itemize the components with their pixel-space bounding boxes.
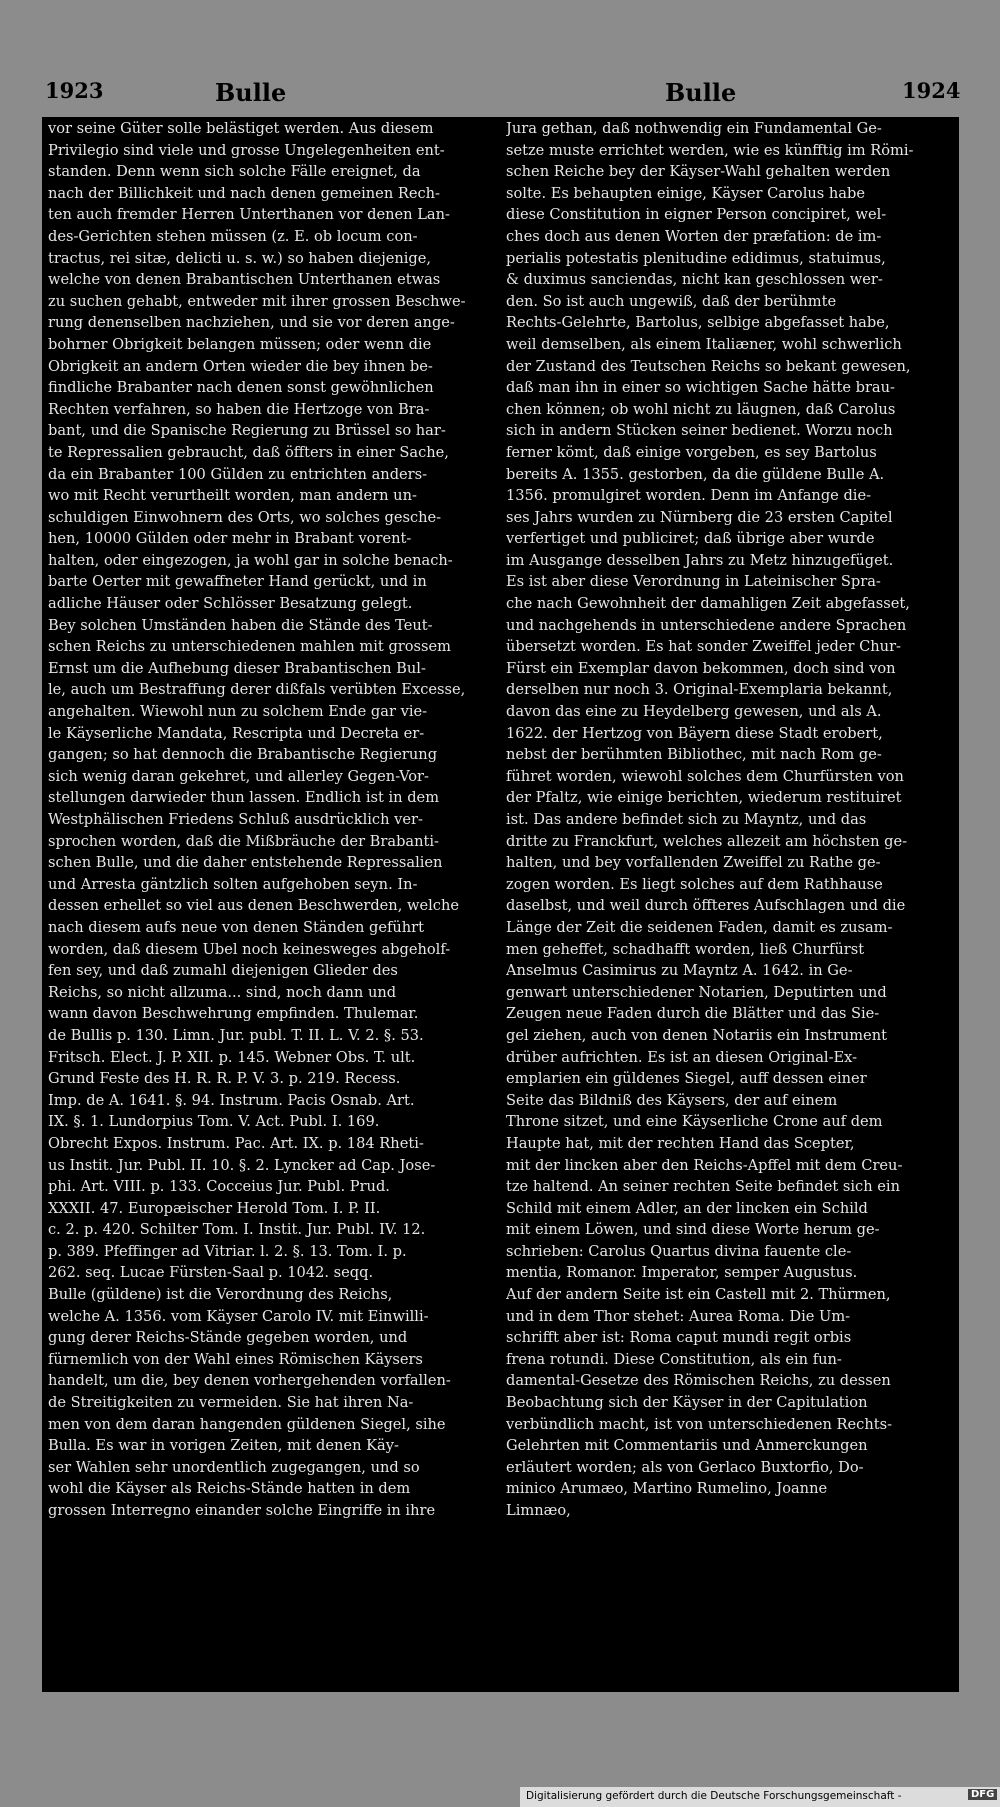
text-line: wo mit Recht verurtheilt worden, man andern un-	[48, 487, 417, 505]
text-line: mit der lincken aber den Reichs-Apffel mit dem Creu-	[506, 1156, 903, 1174]
text-line: Obrigkeit an andern Orten wieder die bey ihnen be-	[48, 357, 433, 375]
text-line: mit einem Löwen, und sind diese Worte herum ge-	[506, 1221, 880, 1239]
text-line: angehalten. Wiewohl nun zu solchem Ende gar vie-	[48, 703, 428, 721]
text-line: Rechten verfahren, so haben die Hertzoge von Bra-	[48, 400, 430, 418]
text-line: Beobachtung sich der Käyser in der Capitulation	[506, 1394, 868, 1412]
text-line: chen können; ob wohl nicht zu läugnen, daß Carolus	[506, 400, 896, 418]
text-line: Grund Feste des H. R. R. P. V. 3. p. 219. Recess.	[48, 1070, 401, 1088]
text-line: davon das eine zu Heydelberg gewesen, und als A.	[506, 703, 882, 721]
text-line: 262. seq. Lucae Fürsten-Saal p. 1042. seqq.	[48, 1264, 374, 1282]
text-line: genwart unterschiedener Notarien, Deputirten und	[506, 983, 887, 1001]
text-line: nebst der berühmten Bibliothec, mit nach Rom ge-	[506, 746, 882, 764]
text-line: fürnemlich von der Wahl eines Römischen Käysers	[48, 1350, 423, 1368]
text-line: perialis potestatis plenitudine edidimus, statuimus,	[506, 249, 886, 267]
text-line: derselben nur noch 3. Original-Exemplaria bekannt,	[506, 681, 893, 699]
text-line: bohrner Obrigkeit belangen müssen; oder wenn die	[48, 335, 432, 353]
text-line: des-Gerichten stehen müssen (z. E. ob locum con-	[48, 227, 418, 245]
text-line: Gelehrten mit Commentariis und Anmerckungen	[506, 1437, 868, 1455]
text-line: setze muste errichtet werden, wie es künfftig im Römi-	[506, 141, 914, 159]
text-line: Throne sitzet, und eine Käyserliche Crone auf dem	[506, 1113, 883, 1131]
text-line: Obrecht Expos. Instrum. Pac. Art. IX. p. 184 Rheti-	[48, 1134, 424, 1152]
text-line: men geheffet, schadhafft worden, ließ Churfürst	[506, 940, 865, 958]
text-line: gung derer Reichs-Stände gegeben worden, und	[48, 1329, 408, 1347]
text-line: ses Jahrs wurden zu Nürnberg die 23 ersten Capitel	[506, 508, 893, 526]
text-line: Anselmus Casimirus zu Mayntz A. 1642. in Ge-	[506, 962, 853, 980]
text-line: da ein Brabanter 100 Gülden zu entrichten anders-	[48, 465, 428, 483]
text-line: Haupte hat, mit der rechten Hand das Scepter,	[506, 1134, 855, 1152]
text-line: Limnæo,	[506, 1502, 571, 1519]
text-line: standen. Denn wenn sich solche Fälle ereignet, da	[48, 163, 421, 181]
text-line: che nach Gewohnheit der damahligen Zeit abgefasset,	[506, 595, 910, 613]
text-line: handelt, um die, bey denen vorhergehenden vorfallen-	[48, 1372, 451, 1390]
text-line: le Käyserliche Mandata, Rescripta und Decreta er-	[48, 724, 425, 742]
text-line: solte. Es behaupten einige, Käyser Carolus habe	[506, 184, 865, 202]
right-text-column	[496, 117, 959, 1692]
text-line: Ernst um die Aufhebung dieser Brabantischen Bul-	[48, 659, 426, 677]
text-line: der Zustand des Teutschen Reichs so bekant gewesen,	[506, 357, 911, 375]
text-line: Bulle (güldene) ist die Verordnung des Reichs,	[48, 1286, 393, 1304]
text-line: de Streitigkeiten zu vermeiden. Sie hat ihren Na-	[48, 1394, 414, 1412]
text-line: erläutert worden; als von Gerlaco Buxtorfio, Do-	[506, 1458, 864, 1476]
text-line: p. 389. Pfeffinger ad Vitriar. l. 2. §. 13. Tom. I. p.	[48, 1242, 407, 1260]
text-line: vor seine Güter solle belästiget werden. Aus diesem	[48, 120, 434, 137]
text-line: halten, und bey vorfallenden Zweiffel zu Rathe ge-	[506, 854, 881, 872]
text-line: ten auch fremder Herren Unterthanen vor denen Lan-	[48, 206, 450, 224]
text-line: verbündlich macht, ist von unterschiedenen Rechts-	[506, 1415, 893, 1433]
left-page-number: 1923	[45, 78, 104, 103]
text-line: Privilegio sind viele und grosse Ungelegenheiten ent-	[48, 141, 445, 159]
text-line: damental-Gesetze des Römischen Reichs, zu dessen	[506, 1372, 891, 1390]
text-line: Schild mit einem Adler, an der lincken ein Schild	[506, 1199, 868, 1217]
text-line: bant, und die Spanische Regierung zu Brüssel so har-	[48, 422, 446, 440]
text-line: weil demselben, als einem Italiæner, wohl schwerlich	[506, 335, 902, 353]
text-line: rung denenselben nachziehen, und sie vor deren ange-	[48, 314, 455, 332]
text-line: gangen; so hat dennoch die Brabantische Regierung	[48, 746, 438, 764]
text-line: te Repressalien gebraucht, daß öffters in einer Sache,	[48, 443, 449, 461]
text-line: ches doch aus denen Worten der præfation: de im-	[506, 227, 882, 245]
text-line: halten, oder eingezogen, ja wohl gar in solche benach-	[48, 551, 453, 569]
text-line: hen, 10000 Gülden oder mehr in Brabant vorent-	[48, 530, 412, 548]
left-running-title: Bulle	[215, 78, 287, 107]
text-line: Fürst ein Exemplar davon bekommen, doch sind von	[506, 659, 896, 677]
text-line: wohl die Käyser als Reichs-Stände hatten in dem	[48, 1480, 411, 1498]
text-line: Es ist aber diese Verordnung in Lateinischer Spra-	[506, 573, 881, 591]
text-line: Auf der andern Seite ist ein Castell mit 2. Thürmen,	[506, 1286, 891, 1304]
text-line: emplarien ein güldenes Siegel, auff dessen einer	[506, 1070, 867, 1088]
text-line: & duximus sanciendas, nicht kan geschlossen wer-	[506, 271, 883, 289]
text-line: und nachgehends in unterschiedene andere Sprachen	[506, 616, 907, 634]
text-line: diese Constitution in eigner Person concipiret, wel-	[506, 206, 887, 224]
text-line: sich in andern Stücken seiner bedienet. Worzu noch	[506, 422, 893, 440]
text-line: adliche Häuser oder Schlösser Besatzung gelegt.	[48, 595, 413, 613]
right-running-title: Bulle	[665, 78, 737, 107]
text-line: tze haltend. An seiner rechten Seite befindet sich ein	[506, 1178, 900, 1196]
text-line: 1356. promulgiret worden. Denn im Anfange die-	[506, 487, 872, 505]
text-line: Länge der Zeit die seidenen Faden, damit es zusam-	[506, 918, 893, 936]
text-line: Imp. de A. 1641. §. 94. Instrum. Pacis Osnab. Art.	[48, 1091, 415, 1109]
text-line: wann davon Beschwehrung empfinden. Thulemar.	[48, 1005, 419, 1023]
text-line: men von dem daran hangenden güldenen Siegel, sihe	[48, 1415, 446, 1433]
text-line: mentia, Romanor. Imperator, semper Augustus.	[506, 1264, 858, 1282]
text-line: stellungen darwieder thun lassen. Endlich ist in dem	[48, 789, 440, 807]
text-line: gel ziehen, auch von denen Notariis ein Instrument	[506, 1026, 887, 1044]
text-line: zogen worden. Es liegt solches auf dem Rathhause	[506, 875, 883, 893]
text-line: ferner kömt, daß einige vorgeben, es sey Bartolus	[506, 443, 877, 461]
text-line: daselbst, und weil durch öffteres Aufschlagen und die	[506, 897, 906, 915]
text-line: Rechts-Gelehrte, Bartolus, selbige abgefasset habe,	[506, 314, 890, 332]
text-line: minico Arumæo, Martino Rumelino, Joanne	[506, 1480, 828, 1498]
text-line: Jura gethan, daß nothwendig ein Fundamental Ge-	[506, 120, 882, 137]
text-line: fen sey, und daß zumahl diejenigen Glieder des	[48, 962, 398, 980]
text-line: führet worden, wiewohl solches dem Churfürsten von	[506, 767, 904, 785]
text-line: schen Reiche bey der Käyser-Wahl gehalten werden	[506, 163, 891, 181]
text-line: verfertiget und publiciret; daß übrige aber wurde	[506, 530, 875, 548]
text-line: zu suchen gehabt, entweder mit ihrer grossen Beschwe-	[48, 292, 466, 310]
text-line: Reichs, so nicht allzuma... sind, noch dann und	[48, 983, 397, 1001]
text-line: der Pfaltz, wie einige berichten, wiederum restituiret	[506, 789, 902, 807]
text-line: c. 2. p. 420. Schilter Tom. I. Instit. Jur. Publ. IV. 12.	[48, 1221, 426, 1239]
text-line: us Instit. Jur. Publ. II. 10. §. 2. Lyncker ad Cap. Jose-	[48, 1156, 436, 1174]
text-line: XXXII. 47. Europæischer Herold Tom. I. P. II.	[48, 1199, 381, 1217]
text-line: grossen Interregno einander solche Eingriffe in ihre	[48, 1502, 436, 1519]
text-line: schen Reichs zu unterschiedenen mahlen mit grossem	[48, 638, 451, 656]
text-line: ser Wahlen sehr unordentlich zugegangen, und so	[48, 1458, 420, 1476]
text-line: dritte zu Franckfurt, welches allezeit am höchsten ge-	[506, 832, 908, 850]
text-line: de Bullis p. 130. Limn. Jur. publ. T. II. L. V. 2. §. 53.	[48, 1026, 424, 1044]
text-line: Zeugen neue Faden durch die Blätter und das Sie-	[506, 1005, 880, 1023]
text-line: bereits A. 1355. gestorben, da die güldene Bulle A.	[506, 465, 885, 483]
text-line: Seite das Bildniß des Käysers, der auf einem	[506, 1091, 838, 1109]
text-line: nach diesem aufs neue von denen Ständen geführt	[48, 918, 425, 936]
left-text-column	[42, 117, 502, 1692]
text-line: den. So ist auch ungewiß, daß der berühmte	[506, 292, 837, 310]
dfg-logo: DFG	[968, 1789, 997, 1800]
text-line: findliche Brabanter nach denen sonst gewöhnlichen	[48, 379, 434, 397]
text-line: dessen erhellet so viel aus denen Beschwerden, welche	[48, 897, 459, 915]
text-line: ist. Das andere befindet sich zu Mayntz, und das	[506, 811, 867, 828]
text-line: Westphälischen Friedens Schluß ausdrücklich ver-	[48, 811, 423, 828]
text-line: daß man ihn in einer so wichtigen Sache hätte brau-	[506, 379, 895, 397]
text-line: schen Bulle, und die daher entstehende Repressalien	[48, 854, 443, 872]
text-line: schuldigen Einwohnern des Orts, wo solches gesche-	[48, 508, 442, 526]
text-line: schrifft aber ist: Roma caput mundi regit orbis	[506, 1329, 852, 1347]
text-line: Bulla. Es war in vorigen Zeiten, mit denen Käy-	[48, 1437, 399, 1455]
text-line: 1622. der Hertzog von Bäyern diese Stadt erobert,	[506, 724, 883, 742]
text-line: Bey solchen Umständen haben die Stände des Teut-	[48, 616, 433, 634]
text-line: sich wenig daran gekehret, und allerley Gegen-Vor-	[48, 767, 429, 785]
text-line: le, auch um Bestraffung derer dißfals verübten Excesse,	[48, 681, 466, 699]
text-line: und in dem Thor stehet: Aurea Roma. Die Um-	[506, 1307, 851, 1325]
text-line: nach der Billichkeit und nach denen gemeinen Rech-	[48, 184, 440, 202]
text-line: barte Oerter mit gewaffneter Hand gerückt, und in	[48, 573, 427, 591]
text-line: IX. §. 1. Lundorpius Tom. V. Act. Publ. I. 169.	[48, 1113, 380, 1131]
text-line: phi. Art. VIII. p. 133. Cocceius Jur. Publ. Prud.	[48, 1178, 390, 1196]
page-header	[40, 78, 970, 114]
right-page-number: 1924	[902, 78, 961, 103]
text-line: und Arresta gäntzlich solten aufgehoben seyn. In-	[48, 875, 418, 893]
footer-credit: Digitalisierung gefördert durch die Deutsche Forschungsgemeinschaft -	[526, 1790, 902, 1802]
text-line: schrieben: Carolus Quartus divina fauente cle-	[506, 1242, 852, 1260]
text-line: worden, daß diesem Ubel noch keinesweges abgeholf-	[48, 940, 451, 958]
text-line: sprochen worden, daß die Mißbräuche der Brabanti-	[48, 832, 439, 850]
text-line: tractus, rei sitæ, delicti u. s. w.) so haben diejenige,	[48, 249, 432, 267]
text-line: welche A. 1356. vom Käyser Carolo IV. mit Einwilli-	[48, 1307, 429, 1325]
text-line: übersetzt worden. Es hat sonder Zweiffel jeder Chur-	[506, 638, 901, 656]
text-line: welche von denen Brabantischen Unterthanen etwas	[48, 271, 441, 289]
text-line: frena rotundi. Diese Constitution, als ein fun-	[506, 1350, 842, 1368]
text-line: Fritsch. Elect. J. P. XII. p. 145. Webner Obs. T. ult.	[48, 1048, 416, 1066]
text-line: drüber aufrichten. Es ist an diesen Original-Ex-	[506, 1048, 858, 1066]
text-line: im Ausgange desselben Jahrs zu Metz hinzugefüget.	[506, 551, 894, 569]
